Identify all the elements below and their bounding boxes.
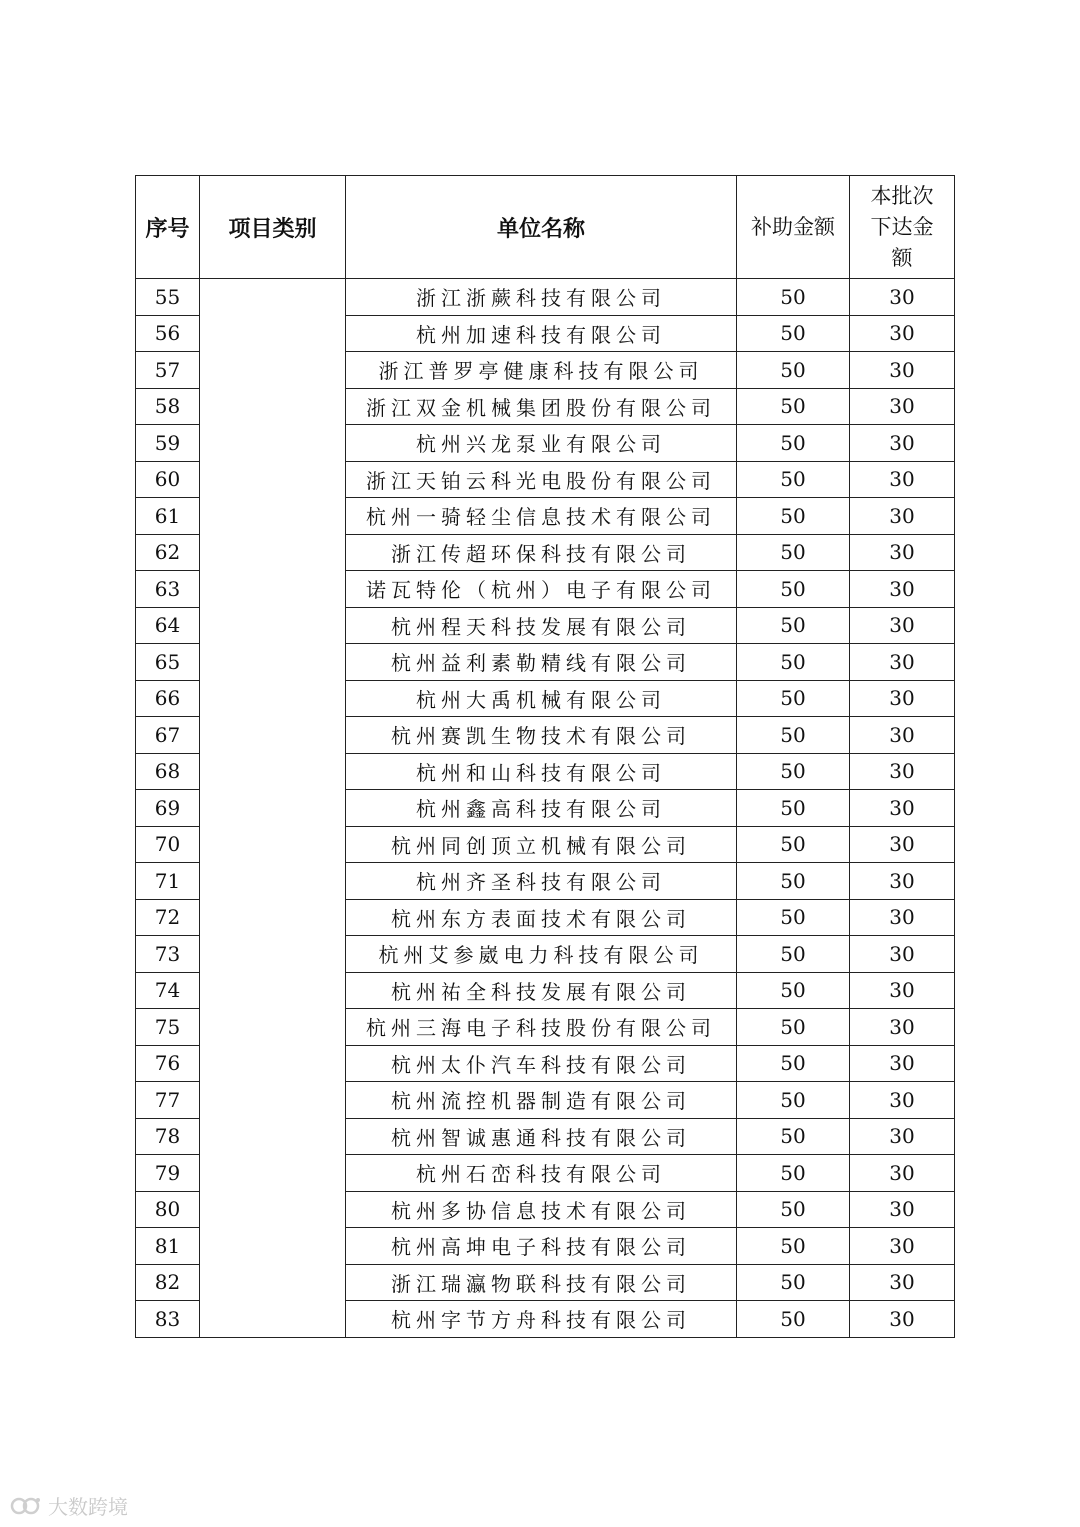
cell-batch: 30 <box>850 461 955 498</box>
cell-batch: 30 <box>850 936 955 973</box>
cell-name: 杭州赛凯生物技术有限公司 <box>346 717 737 754</box>
cell-batch: 30 <box>850 498 955 535</box>
cell-batch: 30 <box>850 1191 955 1228</box>
cell-name: 杭州鑫高科技有限公司 <box>346 790 737 827</box>
cell-name: 浙江传超环保科技有限公司 <box>346 534 737 571</box>
cell-batch: 30 <box>850 753 955 790</box>
cell-name: 杭州大禹机械有限公司 <box>346 680 737 717</box>
cell-name: 杭州同创顶立机械有限公司 <box>346 826 737 863</box>
cell-name: 杭州太仆汽车科技有限公司 <box>346 1045 737 1082</box>
cell-name: 浙江普罗亭健康科技有限公司 <box>346 352 737 389</box>
cell-subsidy: 50 <box>737 680 850 717</box>
cell-no: 76 <box>136 1045 200 1082</box>
cell-batch: 30 <box>850 1009 955 1046</box>
cell-subsidy: 50 <box>737 534 850 571</box>
cell-batch: 30 <box>850 352 955 389</box>
cell-subsidy: 50 <box>737 826 850 863</box>
cell-subsidy: 50 <box>737 1228 850 1265</box>
cell-subsidy: 50 <box>737 753 850 790</box>
cell-no: 78 <box>136 1118 200 1155</box>
header-name: 单位名称 <box>346 176 737 279</box>
cell-no: 59 <box>136 425 200 462</box>
cell-batch: 30 <box>850 1228 955 1265</box>
cell-name: 杭州兴龙泵业有限公司 <box>346 425 737 462</box>
cell-no: 64 <box>136 607 200 644</box>
cell-name: 浙江双金机械集团股份有限公司 <box>346 388 737 425</box>
cell-name: 杭州智诚惠通科技有限公司 <box>346 1118 737 1155</box>
cell-batch: 30 <box>850 826 955 863</box>
cell-no: 79 <box>136 1155 200 1192</box>
cell-no: 74 <box>136 972 200 1009</box>
cell-subsidy: 50 <box>737 1118 850 1155</box>
cell-batch: 30 <box>850 680 955 717</box>
watermark-logo-icon <box>10 1495 44 1517</box>
cell-batch: 30 <box>850 1264 955 1301</box>
cell-batch: 30 <box>850 790 955 827</box>
cell-subsidy: 50 <box>737 571 850 608</box>
cell-name: 浙江天铂云科光电股份有限公司 <box>346 461 737 498</box>
cell-batch: 30 <box>850 863 955 900</box>
cell-subsidy: 50 <box>737 498 850 535</box>
cell-no: 71 <box>136 863 200 900</box>
watermark-text: 大数跨境 <box>48 1495 128 1519</box>
cell-subsidy: 50 <box>737 352 850 389</box>
cell-no: 69 <box>136 790 200 827</box>
cell-name: 浙江瑞瀛物联科技有限公司 <box>346 1264 737 1301</box>
cell-no: 80 <box>136 1191 200 1228</box>
cell-subsidy: 50 <box>737 1191 850 1228</box>
cell-batch: 30 <box>850 388 955 425</box>
cell-name: 杭州艾参崴电力科技有限公司 <box>346 936 737 973</box>
cell-subsidy: 50 <box>737 279 850 316</box>
cell-subsidy: 50 <box>737 1155 850 1192</box>
cell-batch: 30 <box>850 534 955 571</box>
cell-no: 60 <box>136 461 200 498</box>
cell-subsidy: 50 <box>737 607 850 644</box>
cell-no: 65 <box>136 644 200 681</box>
cell-batch: 30 <box>850 1118 955 1155</box>
cell-no: 72 <box>136 899 200 936</box>
header-no: 序号 <box>136 176 200 279</box>
header-batch <box>850 176 955 279</box>
cell-name: 诺瓦特伦（杭州）电子有限公司 <box>346 571 737 608</box>
cell-no: 67 <box>136 717 200 754</box>
cell-name: 杭州和山科技有限公司 <box>346 753 737 790</box>
cell-batch: 30 <box>850 717 955 754</box>
cell-subsidy: 50 <box>737 863 850 900</box>
table-header-row <box>136 176 955 279</box>
table-row <box>136 279 955 316</box>
cell-batch: 30 <box>850 607 955 644</box>
cell-no: 77 <box>136 1082 200 1119</box>
cell-batch: 30 <box>850 1082 955 1119</box>
cell-name: 杭州流控机器制造有限公司 <box>346 1082 737 1119</box>
cell-name: 杭州东方表面技术有限公司 <box>346 899 737 936</box>
cell-batch: 30 <box>850 644 955 681</box>
cell-no: 55 <box>136 279 200 316</box>
cell-subsidy: 50 <box>737 717 850 754</box>
cell-batch: 30 <box>850 315 955 352</box>
cell-name: 杭州程天科技发展有限公司 <box>346 607 737 644</box>
cell-no: 81 <box>136 1228 200 1265</box>
cell-subsidy: 50 <box>737 1082 850 1119</box>
cell-subsidy: 50 <box>737 425 850 462</box>
cell-no: 73 <box>136 936 200 973</box>
cell-name: 杭州多协信息技术有限公司 <box>346 1191 737 1228</box>
cell-no: 70 <box>136 826 200 863</box>
cell-name: 杭州齐圣科技有限公司 <box>346 863 737 900</box>
subsidy-table <box>135 175 955 1338</box>
cell-category <box>200 279 346 1338</box>
cell-subsidy: 50 <box>737 936 850 973</box>
cell-batch: 30 <box>850 1155 955 1192</box>
cell-subsidy: 50 <box>737 790 850 827</box>
cell-no: 68 <box>136 753 200 790</box>
cell-name: 浙江浙蕨科技有限公司 <box>346 279 737 316</box>
cell-name: 杭州加速科技有限公司 <box>346 315 737 352</box>
cell-batch: 30 <box>850 1301 955 1338</box>
cell-no: 61 <box>136 498 200 535</box>
cell-subsidy: 50 <box>737 644 850 681</box>
cell-name: 杭州高坤电子科技有限公司 <box>346 1228 737 1265</box>
header-batch-text: 本批次下达金额 <box>870 183 934 270</box>
header-category: 项目类别 <box>200 176 346 279</box>
cell-no: 75 <box>136 1009 200 1046</box>
cell-subsidy: 50 <box>737 388 850 425</box>
cell-name: 杭州祐全科技发展有限公司 <box>346 972 737 1009</box>
cell-no: 83 <box>136 1301 200 1338</box>
cell-subsidy: 50 <box>737 1264 850 1301</box>
cell-batch: 30 <box>850 1045 955 1082</box>
cell-batch: 30 <box>850 279 955 316</box>
cell-subsidy: 50 <box>737 1301 850 1338</box>
cell-subsidy: 50 <box>737 461 850 498</box>
cell-name: 杭州字节方舟科技有限公司 <box>346 1301 737 1338</box>
cell-batch: 30 <box>850 972 955 1009</box>
watermark <box>10 1491 128 1520</box>
cell-batch: 30 <box>850 899 955 936</box>
cell-no: 58 <box>136 388 200 425</box>
cell-subsidy: 50 <box>737 1045 850 1082</box>
cell-batch: 30 <box>850 425 955 462</box>
cell-no: 82 <box>136 1264 200 1301</box>
cell-batch: 30 <box>850 571 955 608</box>
header-subsidy: 补助金额 <box>737 176 850 279</box>
cell-no: 63 <box>136 571 200 608</box>
cell-no: 56 <box>136 315 200 352</box>
cell-name: 杭州一骑轻尘信息技术有限公司 <box>346 498 737 535</box>
cell-subsidy: 50 <box>737 1009 850 1046</box>
cell-name: 杭州三海电子科技股份有限公司 <box>346 1009 737 1046</box>
cell-no: 66 <box>136 680 200 717</box>
cell-no: 62 <box>136 534 200 571</box>
cell-name: 杭州益利素勒精线有限公司 <box>346 644 737 681</box>
cell-subsidy: 50 <box>737 315 850 352</box>
cell-no: 57 <box>136 352 200 389</box>
cell-subsidy: 50 <box>737 972 850 1009</box>
cell-name: 杭州石峦科技有限公司 <box>346 1155 737 1192</box>
cell-subsidy: 50 <box>737 899 850 936</box>
